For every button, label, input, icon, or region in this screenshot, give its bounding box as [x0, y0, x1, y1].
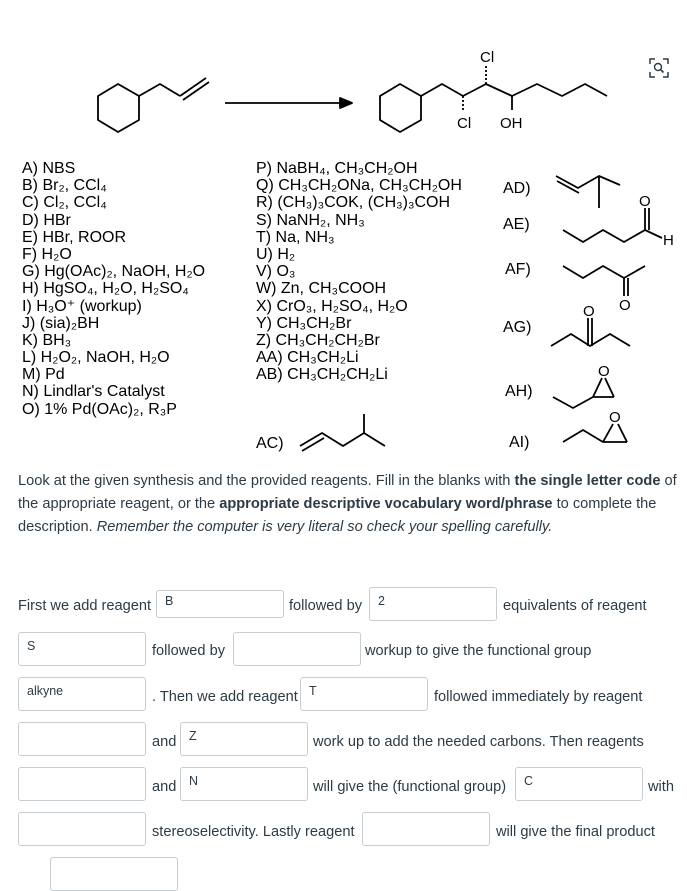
code-ai: AI): [509, 434, 530, 451]
reagent-item: W) Zn, CH₃COOH: [256, 280, 387, 298]
answer-input-11[interactable]: C: [515, 767, 643, 801]
reagent-item: F) H₂O: [22, 245, 72, 263]
answer-input-8[interactable]: Z: [180, 722, 308, 756]
answer-input-12[interactable]: [18, 812, 146, 846]
answer-input-13[interactable]: [362, 812, 490, 846]
label-then-we-add: . Then we add reagent: [152, 689, 298, 705]
label-followed-immediately: followed immediately by reagent: [434, 689, 643, 705]
allyl-chain: [139, 84, 180, 96]
structure-af: [563, 266, 645, 278]
label-followed-by-1: followed by: [289, 598, 363, 614]
reagent-item: G) Hg(OAc)₂, NaOH, H₂O: [22, 263, 206, 281]
reagent-item: D) HBr: [22, 211, 71, 229]
label-workup-group: workup to give the functional group: [365, 643, 592, 659]
ag-oxygen: O: [583, 303, 595, 320]
reagent-item: N) Lindlar's Catalyst: [22, 383, 165, 401]
ae-oxygen: O: [639, 193, 651, 210]
answer-input-2[interactable]: 2: [369, 587, 497, 621]
product-cl-bottom: Cl: [457, 115, 472, 132]
product-oh: OH: [500, 115, 523, 132]
reagent-item: J) (sia)₂BH: [22, 314, 100, 332]
reagent-item: R) (CH₃)₃COK, (CH₃)₃COH: [256, 194, 451, 212]
reagent-item: H) HgSO₄, H₂O, H₂SO₄: [22, 280, 189, 298]
reagent-item: V) O₃: [256, 263, 296, 281]
label-followed-by-2: followed by: [152, 643, 226, 659]
code-ae: AE): [503, 216, 530, 233]
ah-oxygen: O: [598, 363, 610, 380]
code-af: AF): [505, 261, 531, 278]
structure-ah: [553, 397, 614, 408]
label-work-up-carbons: work up to add the needed carbons. Then reagents: [313, 734, 644, 750]
reagent-item: Q) CH₃CH₂ONa, CH₃CH₂OH: [256, 177, 462, 195]
label-and-1: and: [152, 734, 177, 750]
reagent-item: S) NaNH₂, NH₃: [256, 211, 365, 229]
zoom-image-icon[interactable]: [648, 57, 670, 79]
structure-ag: [551, 334, 630, 346]
ai-oxygen: O: [609, 409, 621, 426]
reagent-item: P) NaBH₄, CH₃CH₂OH: [256, 160, 418, 177]
structure-ai: [563, 430, 627, 442]
reagent-item: AA) CH₃CH₂Li: [256, 349, 359, 367]
answer-input-14[interactable]: [50, 857, 178, 891]
answer-input-4[interactable]: [233, 632, 361, 666]
label-final-product: will give the final product: [496, 824, 655, 840]
reagent-item: X) CrO₃, H₂SO₄, H₂O: [256, 297, 408, 315]
reagent-item: AB) CH₃CH₂CH₂Li: [256, 366, 388, 384]
reagent-item: O) 1% Pd(OAc)₂, R₃P: [22, 400, 177, 418]
code-ac: AC): [256, 435, 284, 452]
reagent-item: Z) CH₃CH₂CH₂Br: [256, 331, 380, 349]
reagent-item: K) BH₃: [22, 331, 72, 349]
reagent-item: C) Cl₂, CCl₄: [22, 194, 107, 212]
reagent-list-left: [22, 160, 205, 418]
answer-input-9[interactable]: [18, 767, 146, 801]
instructions-part: Look at the given synthesis and the provided reagents. Fill in the blanks with: [18, 473, 515, 489]
structure-ae: [563, 230, 662, 242]
ae-hydrogen: H: [663, 232, 674, 249]
answer-input-5[interactable]: alkyne: [18, 677, 146, 711]
reagent-item: L) H₂O₂, NaOH, H₂O: [22, 349, 170, 367]
instructions-bold: the single letter code: [514, 473, 661, 489]
answer-input-6[interactable]: T: [300, 677, 428, 711]
label-will-give-group: will give the (functional group): [313, 779, 507, 795]
reagent-item: M) Pd: [22, 366, 65, 384]
code-ad: AD): [503, 180, 531, 197]
product-chain: [421, 84, 607, 96]
instructions-italic: Remember the computer is very literal so check your spelling carefully.: [96, 519, 553, 535]
reagent-item: A) NBS: [22, 160, 76, 177]
answer-input-1[interactable]: B: [156, 590, 284, 618]
instructions-part: of the appropriate reagent, or the: [18, 473, 677, 512]
answer-input-3[interactable]: S: [18, 632, 146, 666]
instructions-part: to complete the description.: [18, 496, 657, 535]
instructions-bold: appropriate descriptive vocabulary word/phrase: [219, 496, 553, 512]
reagent-item: E) HBr, ROOR: [22, 228, 127, 246]
cyclohexane-ring: [98, 84, 139, 132]
reagent-item: B) Br₂, CCl₄: [22, 177, 107, 195]
label-equivalents: equivalents of reagent: [503, 598, 647, 614]
af-oxygen: O: [619, 297, 631, 314]
code-ag: AG): [503, 319, 532, 336]
label-and-2: and: [152, 779, 177, 795]
instructions-text: [18, 470, 683, 539]
reagent-item: T) Na, NH₃: [256, 228, 335, 246]
code-ah: AH): [505, 383, 533, 400]
label-with: with: [648, 779, 674, 795]
product-cl-top: Cl: [480, 49, 495, 66]
reagent-item: Y) CH₃CH₂Br: [256, 314, 352, 332]
label-stereo: stereoselectivity. Lastly reagent: [152, 824, 355, 840]
answer-input-7[interactable]: [18, 722, 146, 756]
label-first-we-add: First we add reagent: [18, 598, 152, 614]
reagent-list-middle: [256, 160, 462, 383]
reagent-item: U) H₂: [256, 245, 296, 263]
reagent-item: I) H₃O⁺ (workup): [22, 297, 142, 315]
answer-input-10[interactable]: N: [180, 767, 308, 801]
product-ring: [380, 84, 421, 132]
